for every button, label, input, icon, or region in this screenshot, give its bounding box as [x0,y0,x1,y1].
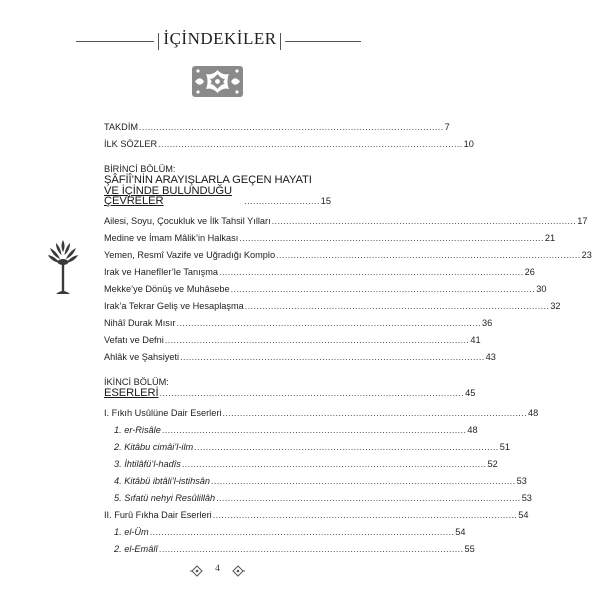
toc-subentry[interactable] [114,492,532,504]
page-header [0,26,435,56]
toc-entry-page: 10 [463,139,474,149]
toc-entry-page: 51 [499,441,510,452]
page-footer [0,563,435,579]
toc-entry-page: 21 [544,232,556,243]
toc-entry[interactable] [104,351,496,363]
toc-entry-page: 52 [487,458,498,469]
toc-entry-page: 32 [550,300,561,311]
toc-entry-label: Nihâî Durak Mısır [104,317,176,328]
dot-leader: ......................................................................................................... [180,351,485,362]
toc-entry[interactable] [104,317,493,329]
toc-entry-page: 41 [470,334,481,345]
dot-leader: ......................................................................................................... [164,334,470,345]
toc-entry-label: Mekke’ye Dönüş ve Muhâsebe [104,283,230,294]
toc-subentry[interactable] [114,458,498,470]
toc-entry-page: 53 [521,492,532,503]
toc-entry-page: 7 [444,122,450,132]
toc-entry-label: II. Furû Fıkha Dair Eserleri [104,509,212,520]
section-title-line-2: VE İÇİNDE BULUNDUĞU ÇEVRELER [104,184,233,207]
toc-entry-label: Ahlâk ve Şahsiyeti [104,351,180,362]
dot-leader: ......................................................................................................... [222,407,527,418]
section-title-row [104,387,476,399]
dot-leader: ......................................................................................................... [244,300,550,311]
toc-entry-label: TAKDİM [104,122,139,132]
dot-leader: ......................................................................................................... [271,215,577,226]
toc-entry-label: 2. el-Emâlî [114,543,158,554]
dot-leader: ......................................................................................................... [176,317,482,328]
toc-entry-page: 53 [516,475,527,486]
toc-entry-label: Vefatı ve Defni [104,334,164,345]
toc-entry-page: 36 [482,317,493,328]
toc-entry-label: 2. Kitâbu cimâi’l-ilm [114,441,194,452]
section-title-line-1: ŞÂFİÎ’NİN ARAYIŞLARLA GEÇEN HAYATI [104,174,312,186]
header-cap-left [158,33,159,50]
toc-entry-page: 54 [455,526,466,537]
dot-leader: ......................................................................................................... [159,387,465,398]
header-cap-right [280,33,281,50]
toc-entry-page: 54 [518,509,529,520]
toc-entry-label: Medine ve İmam Mâlik’in Halkası [104,232,239,243]
section-kicker: İKİNCİ BÖLÜM: [104,376,169,387]
toc-entry-label: Irak’a Tekrar Geliş ve Hesaplaşma [104,300,244,311]
dot-leader: ......................................................................................................... [158,543,464,554]
dot-leader: ......................................................................................................... [149,526,455,537]
table-of-contents [104,122,592,555]
toc-subentry[interactable] [114,475,527,487]
toc-entry-label: Ailesi, Soyu, Çocukluk ve İlk Tahsil Yılları [104,215,271,226]
section-1-entries [104,215,592,363]
toc-entry-label: 1. el-Üm [114,526,149,537]
toc-entry-label: 1. er-Risâle [114,424,161,435]
toc-entry-label: 4. Kitâbü ibtâli’l-istihsân [114,475,211,486]
toc-entry-page: 55 [464,543,475,554]
toc-entry[interactable] [104,509,529,521]
section-2-entries [104,407,539,555]
toc-entry[interactable] [104,215,588,227]
toc-entry[interactable] [104,334,481,346]
page-number: 4 [215,564,220,574]
section-page: 45 [465,387,476,398]
toc-subentry[interactable] [114,424,478,436]
toc-entry[interactable] [104,232,556,244]
toc-entry-label: 3. İhtilâfü’l-hadîs [114,458,181,469]
diamond-ornament-icon [190,565,204,577]
toc-entry-label: Irak ve Hanefîler’le Tanışma [104,266,219,277]
toc-entry-label: 5. Sıfatü nehyi Resûlillâh [114,492,216,503]
section-title-row [104,186,331,207]
dot-leader: ......................................................................................................... [276,249,581,260]
toc-entry-page: 48 [467,424,478,435]
section-page: 15 [320,195,331,206]
section-heading-2[interactable] [104,376,476,399]
toc-subentry[interactable] [114,543,475,555]
header-rule-right [285,41,361,42]
page-title: İÇİNDEKİLER [163,29,277,48]
dot-leader: ......................................................................................................... [219,266,524,277]
dot-leader: .......................... [244,195,320,206]
toc-entry-label: I. Fıkıh Usûlüne Dair Eserleri [104,407,222,418]
toc-entry[interactable] [104,300,561,312]
section-heading-1[interactable] [104,164,331,207]
toc-entry-page: 43 [485,351,496,362]
header-rule-left [76,41,154,42]
dot-leader: ......................................................................................................... [239,232,544,243]
toc-entry-ilk-sozler[interactable] [104,139,474,150]
toc-entry[interactable] [104,283,547,295]
dot-leader: ......................................................................................................... [158,139,463,149]
toc-entry-takdim[interactable] [104,122,450,133]
dot-leader: ......................................................................................................... [139,122,444,132]
toc-entry-page: 30 [536,283,547,294]
tree-ornament-icon [46,238,80,296]
diamond-ornament-icon [231,565,245,577]
toc-entry[interactable] [104,249,592,261]
toc-entry-page: 17 [577,215,588,226]
dot-leader: ......................................................................................................... [181,458,487,469]
toc-entry-page: 23 [581,249,592,260]
section-title: ESERLERİ [104,387,159,399]
dot-leader: ......................................................................................................... [161,424,467,435]
dot-leader: ......................................................................................................... [216,492,521,503]
section-kicker: BİRİNCİ BÖLÜM: [104,164,176,174]
toc-entry[interactable] [104,266,535,278]
dot-leader: ......................................................................................................... [212,509,518,520]
dot-leader: ......................................................................................................... [211,475,516,486]
toc-subentry[interactable] [114,441,510,453]
toc-entry[interactable] [104,407,539,419]
toc-entry-label: İLK SÖZLER [104,139,158,149]
toc-entry-page: 48 [528,407,539,418]
toc-entry-label: Yemen, Resmî Vazife ve Uğradığı Komplo [104,249,276,260]
toc-entry-page: 26 [524,266,535,277]
toc-subentry[interactable] [114,526,466,538]
dot-leader: ......................................................................................................... [230,283,536,294]
dot-leader: ......................................................................................................... [194,441,499,452]
floral-ornament-icon [192,66,243,97]
